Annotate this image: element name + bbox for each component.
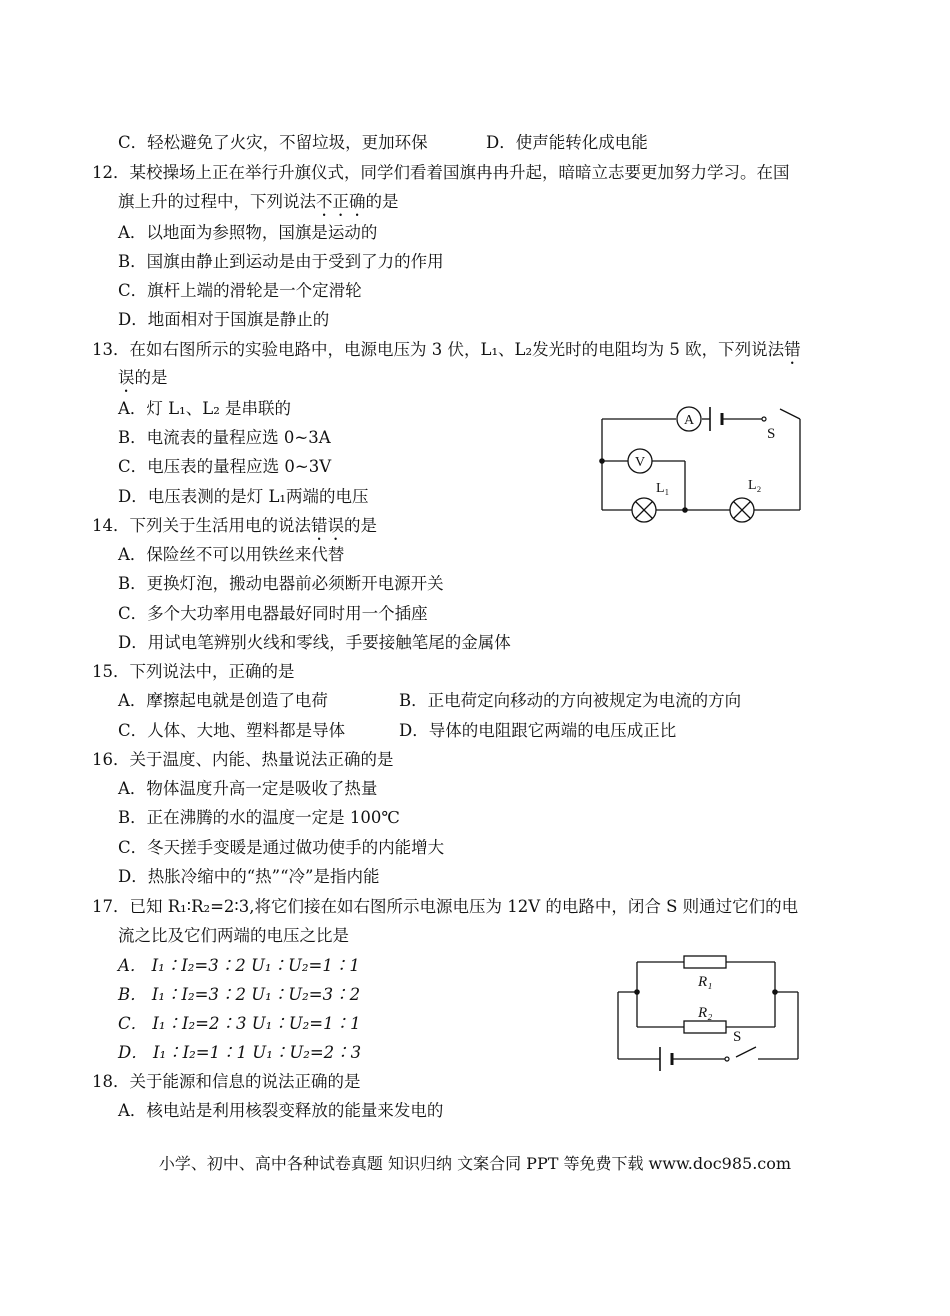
q13-option-a: A．灯 L₁、L₂ 是串联的: [118, 399, 292, 418]
q14-option-c: C．多个大功率用电器最好同时用一个插座: [118, 604, 428, 623]
q18-option-a: A．核电站是利用核裂变释放的能量来发电的: [118, 1101, 444, 1120]
q13-emphasis-2: 误: [118, 368, 135, 387]
q11-option-d: D．使声能转化成电能: [486, 133, 648, 152]
q13-stem-line1: 13．在如右图所示的实验电路中，电源电压为 3 伏，L₁、L₂发光时的电阻均为 5 欧，下列说法错: [92, 340, 801, 359]
svg-text:A: A: [683, 413, 695, 428]
q14-option-b: B．更换灯泡，搬动电器前必须断开电源开关: [118, 574, 444, 593]
lamp-l1-icon: [632, 498, 656, 522]
voltmeter-icon: [628, 449, 652, 473]
q12-option-c: C．旗杆上端的滑轮是一个定滑轮: [118, 281, 362, 300]
q12-option-b: B．国旗由静止到运动是由于受到了力的作用: [118, 252, 444, 271]
q13-option-c: C．电压表的量程应选 0~3V: [118, 457, 332, 476]
q17-option-c: C． I₁∶I₂=2∶3 U₁∶U₂=1∶1: [118, 1014, 361, 1033]
q17-option-b: B． I₁∶I₂=3∶2 U₁∶U₂=3∶2: [118, 985, 361, 1004]
q16-stem: 16．关于温度、内能、热量说法正确的是: [92, 750, 394, 769]
q13-emphasis-1: 错: [784, 340, 801, 359]
q12-emphasis: 不正确: [316, 192, 366, 211]
q17-stem-line2: 流之比及它们两端的电压之比是: [118, 926, 349, 945]
q15-option-a: A．摩擦起电就是创造了电荷: [118, 691, 328, 710]
q13-stem-line2: 误的是: [118, 368, 168, 387]
ammeter-icon: [677, 407, 701, 431]
q14-option-d: D．用试电笔辨别火线和零线，手要接触笔尾的金属体: [118, 633, 511, 652]
q16-option-d: D．热胀冷缩中的“热”“冷”是指内能: [118, 867, 380, 886]
q13-option-d: D．电压表测的是灯 L₁两端的电压: [118, 487, 369, 506]
q13-lamp1-label: L₁: [656, 481, 670, 496]
q17-option-a: A． I₁∶I₂=3∶2 U₁∶U₂=1∶1: [118, 956, 360, 975]
q12-option-a: A．以地面为参照物，国旗是运动的: [118, 223, 378, 242]
q17-r2-label: R₂: [698, 1005, 713, 1021]
q12-stem-line1: 12．某校操场上正在举行升旗仪式，同学们看着国旗冉冉升起，暗暗立志要更加努力学习。在国: [92, 163, 790, 182]
q12-stem-line2: 旗上升的过程中，下列说法不正确的是: [118, 192, 399, 211]
q12-option-d: D．地面相对于国旗是静止的: [118, 310, 330, 329]
q15-stem: 15．下列说法中，正确的是: [92, 662, 295, 681]
q17-circuit-diagram: [612, 945, 807, 1075]
q11-option-c: C．轻松避免了火灾，不留垃圾，更加环保: [118, 133, 428, 152]
q17-switch-label: S: [733, 1029, 742, 1045]
q14-option-a: A．保险丝不可以用铁丝来代替: [118, 545, 345, 564]
q17-stem-line1: 17．已知 R₁∶R₂=2∶3,将它们接在如右图所示电源电压为 12V 的电路中，闭合 S 则通过它们的电: [92, 897, 799, 916]
q15-option-d: D．导体的电阻跟它两端的电压成正比: [399, 721, 677, 740]
q14-stem: 14．下列关于生活用电的说法错误的是: [92, 516, 377, 535]
q17-option-d: D． I₁∶I₂=1∶1 U₁∶U₂=2∶3: [118, 1043, 362, 1062]
page-footer: 小学、初中、高中各种试卷真题 知识归纳 文案合同 PPT 等免费下载 www.doc985.com: [158, 1154, 792, 1173]
resistor-r1-icon: [684, 956, 726, 968]
q13-switch-label: S: [767, 426, 776, 442]
svg-text:V: V: [634, 455, 646, 470]
q17-r1-label: R₁: [698, 974, 713, 990]
q15-option-b: B．正电荷定向移动的方向被规定为电流的方向: [399, 691, 742, 710]
q16-option-b: B．正在沸腾的水的温度一定是 100℃: [118, 808, 400, 827]
q18-stem: 18．关于能源和信息的说法正确的是: [92, 1072, 361, 1091]
lamp-l2-icon: [730, 498, 754, 522]
q13-lamp2-label: L₂: [748, 478, 762, 493]
q13-option-b: B．电流表的量程应选 0~3A: [118, 428, 331, 447]
q14-emphasis: 错误: [311, 516, 344, 535]
q16-option-a: A．物体温度升高一定是吸收了热量: [118, 779, 378, 798]
resistor-r2-icon: [684, 1021, 726, 1033]
q13-circuit-diagram: [590, 395, 815, 530]
q15-option-c: C．人体、大地、塑料都是导体: [118, 721, 346, 740]
q16-option-c: C．冬天搓手变暖是通过做功使手的内能增大: [118, 838, 445, 857]
